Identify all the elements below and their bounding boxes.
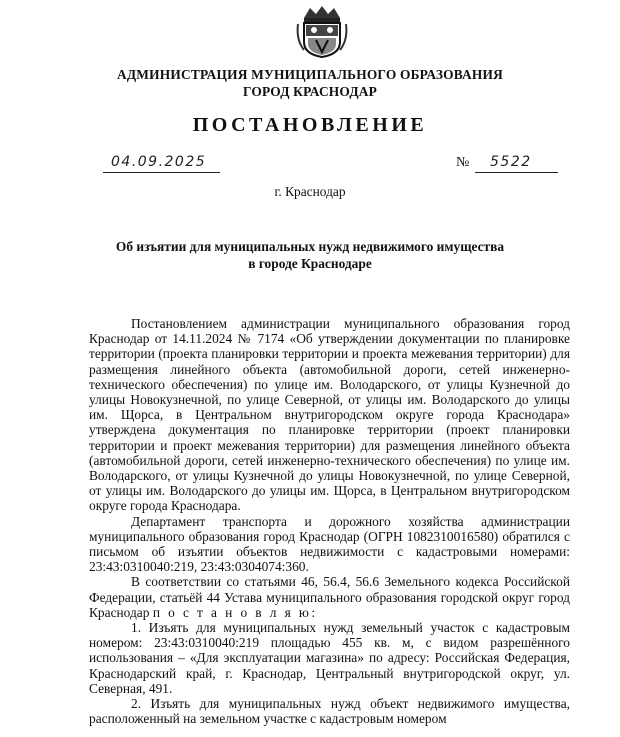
body-paragraph xyxy=(89,574,570,620)
subject-line-1: Об изъятии для муниципальных нужд недвижимого имущества xyxy=(115,239,505,254)
date-underline xyxy=(103,172,220,173)
city-coat-of-arms-icon xyxy=(296,4,348,58)
organization-city: ГОРОД КРАСНОДАР xyxy=(242,84,378,99)
organization-name: АДМИНИСТРАЦИЯ МУНИЦИПАЛЬНОГО ОБРАЗОВАНИЯ xyxy=(117,67,503,82)
document-number: 5522 xyxy=(490,154,532,170)
body-paragraph: 2. Изъять для муниципальных нужд объект недвижимого имущества, расположенный на земельном участке с кадастровым номером xyxy=(89,696,570,727)
document-body xyxy=(89,316,570,726)
body-paragraph: 1. Изъять для муниципальных нужд земельный участок с кадастровым номером: 23:43:0310040:219 площадью 455 кв. м, с видом разрешённого использования – «Для эксплуатации магазина» по адресу: Российская Федерация, Краснодарский край, г. Краснодар, Центральный внутригородской округ, ул. Северная, 491. xyxy=(89,620,570,696)
document-city: г. Краснодар xyxy=(274,184,346,199)
document-date: 04.09.2025 xyxy=(111,154,207,170)
document-type-title: ПОСТАНОВЛЕНИЕ xyxy=(192,114,428,136)
body-paragraph: Постановлением администрации муниципального образования город Краснодар от 14.11.2024 № 7174 «Об утверждении документации по планировке территории (проекта планировки территории и проекта межевания территории) для размещения линейного объекта (автомобильной дороги, сетей инженерно-технического обеспечения) по улице им. Володарского, от улицы Кузнечной до улицы Новокузнечной, по улице Северной, от улицы им. Володарского до улицы им. Щорса, в Центральном внутригородском округе города Краснодара» утверждена документация по планировке территории (проект планировки территории и проект межевания территории) для размещения линейного объекта (автомобильной дороги, сетей инженерно-технического обеспечения) по улице им. Володарского, от улицы Кузнечной до улицы Новокузнечной, по улице Северной, от улицы им. Володарского до улицы им. Щорса, в Центральном внутригородском округе города Краснодара. xyxy=(89,316,570,514)
paragraph-text: В соответствии со статьями 46, 56.4, 56.6 Земельного кодекса Российской Федерации, статьёй 44 Устава муниципального образования городской округ город Краснодар xyxy=(89,574,570,620)
resolution-keyword: п о с т а н о в л я ю: xyxy=(152,604,318,620)
body-paragraph: Департамент транспорта и дорожного хозяйства администрации муниципального образования город Краснодар (ОГРН 1082310016580) обратился с письмом об изъятии объектов недвижимости с кадастровыми номерами: 23:43:0310040:219, 23:43:0304074:360. xyxy=(89,513,570,575)
subject-line-2: в городе Краснодаре xyxy=(248,256,372,271)
number-underline xyxy=(475,172,558,173)
number-sign: № xyxy=(456,155,470,170)
